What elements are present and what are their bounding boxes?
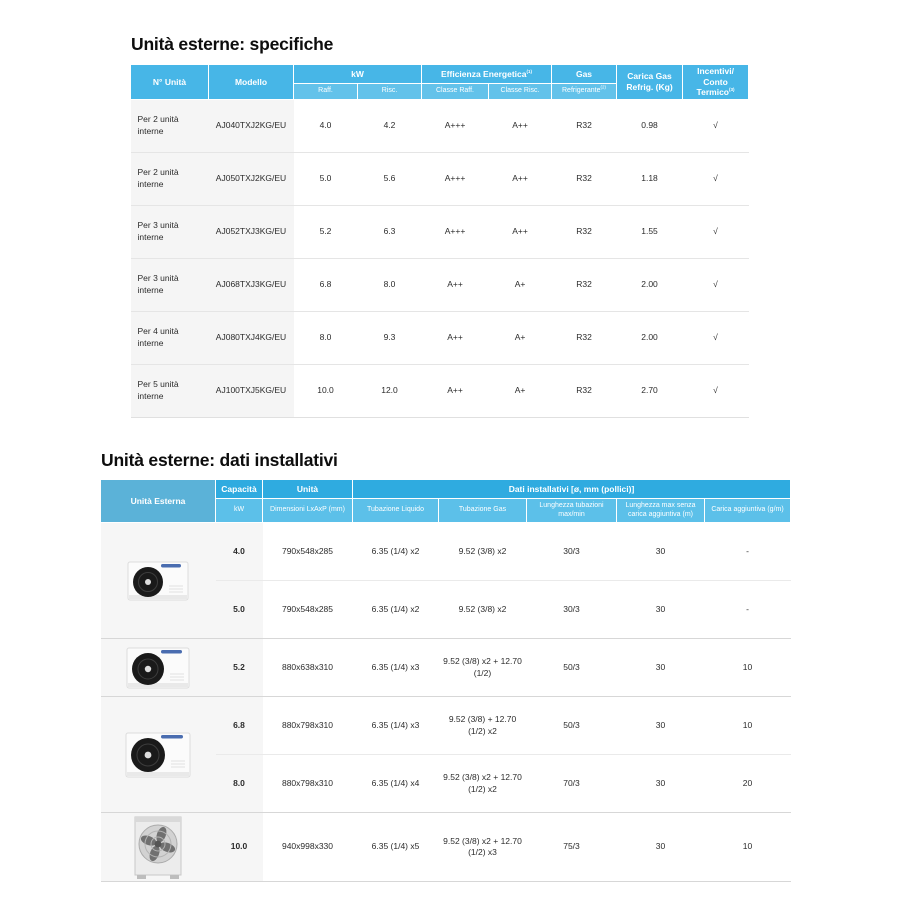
cell-capacita: 5.0 [216,581,263,639]
cell-dimensioni: 940x998x330 [263,813,353,882]
cell-lunghezza-tubazioni: 70/3 [527,755,617,813]
cell-incentivi-check: √ [683,152,749,205]
header-kw: kW [294,65,422,84]
subheader-carica-aggiuntiva: Carica aggiuntiva (g/m) [705,499,791,523]
header-gas: Gas [552,65,617,84]
cell-gas: R32 [552,152,617,205]
header-incentivi: Incentivi/ Conto Termico$^{(3)}$ [683,65,749,100]
cell-carica-aggiuntiva: 10 [705,813,791,882]
cell-modello: AJ080TXJ4KG/EU [209,311,294,364]
outdoor-unit-image-medium [101,639,216,697]
header-efficienza: Efficienza Energetica$^{(1)}$ [422,65,552,84]
cell-carica-aggiuntiva: - [746,545,749,556]
table-row [131,311,749,364]
cell-carica: 1.55 [617,205,683,258]
cell-lunghezza-tubazioni: 30/3 [563,545,580,556]
cell-dimensioni: 790x548x285 [281,545,334,556]
header-unita: Unità [263,480,353,499]
cell-classe-raff: A++ [422,311,489,364]
cell-tubazione-liquido: 6.35 (1/4) x2 [353,581,439,639]
cell-modello: AJ050TXJ2KG/EU [209,152,294,205]
cell-classe-raff: A+++ [422,152,489,205]
cell-n-unita: Per 2 unità interne [131,152,209,205]
subheader-lunghezza-tubazioni: Lunghezza tubazioni max/min [527,499,617,523]
cell-dimensioni: 880x638x310 [263,639,353,697]
cell-lunghezza-tubazioni: 75/3 [527,813,617,882]
dati-installativi-table [100,479,791,882]
cell-tubazione-liquido: 6.35 (1/4) x3 [353,639,439,697]
cell-raff: 8.0 [294,311,358,364]
cell-lunghezza-tubazioni: 30/3 [527,581,617,639]
cell-risc: 9.3 [358,311,422,364]
cell-lunghezza-max: 30 [617,581,705,639]
cell-risc: 5.6 [358,152,422,205]
cell-gas: R32 [552,258,617,311]
cell-n-unita: Per 5 unità interne [131,364,209,417]
outdoor-unit-image-large [101,813,216,882]
table-row [101,813,791,882]
table-row [131,364,749,417]
cell-capacita: 10.0 [216,813,263,882]
header-modello: Modello [209,65,294,100]
cell-capacita: 4.0 [216,523,263,581]
table-row [131,258,749,311]
header-carica-gas: Carica Gas Refrig. (Kg) [617,65,683,100]
cell-n-unita: Per 2 unità interne [131,99,209,152]
cell-carica-aggiuntiva: - [705,581,791,639]
table-row [131,205,749,258]
subheader-kw: kW [216,499,263,523]
cell-gas: R32 [576,120,592,131]
cell-n-unita: Per 3 unità interne [131,205,209,258]
header-capacita: Capacità [216,480,263,499]
cell-dimensioni: 790x548x285 [263,581,353,639]
subheader-lunghezza-max: Lunghezza max senza carica aggiuntiva (m) [617,499,705,523]
cell-incentivi-check: √ [683,205,749,258]
specifiche-table [130,64,749,418]
cell-tubazione-gas: 9.52 (3/8) + 12.70 (1/2) x2 [439,697,527,755]
cell-capacita: 8.0 [216,755,263,813]
outdoor-unit-image-medium [101,697,216,813]
cell-tubazione-liquido: 6.35 (1/4) x4 [353,755,439,813]
cell-classe-risc: A++ [489,152,552,205]
cell-modello: AJ100TXJ5KG/EU [209,364,294,417]
cell-carica: 1.18 [617,152,683,205]
cell-lunghezza-max: 30 [617,697,705,755]
cell-tubazione-gas: 9.52 (3/8) x2 + 12.70 (1/2) x2 [439,755,527,813]
section2-title: Unità esterne: dati installativi [101,450,338,470]
cell-classe-raff: A++ [422,364,489,417]
cell-tubazione-gas: 9.52 (3/8) x2 + 12.70 (1/2) x3 [439,813,527,882]
cell-tubazione-gas: 9.52 (3/8) x2 [439,581,527,639]
cell-raff: 5.2 [294,205,358,258]
cell-lunghezza-tubazioni: 50/3 [527,639,617,697]
cell-carica: 2.00 [617,311,683,364]
cell-capacita: 5.2 [216,639,263,697]
subheader-classe-raff: Classe Raff. [422,84,489,99]
subheader-risc: Risc. [358,84,422,99]
cell-classe-raff: A++ [422,258,489,311]
cell-risc: 12.0 [358,364,422,417]
cell-carica-aggiuntiva: 10 [705,697,791,755]
cell-classe-raff: A+++ [422,205,489,258]
cell-lunghezza-max: 30 [617,639,705,697]
header-n-unita: N° Unità [131,65,209,100]
cell-raff: 6.8 [294,258,358,311]
cell-carica-aggiuntiva: 20 [705,755,791,813]
cell-risc: 4.2 [383,120,396,131]
cell-classe-raff: A+++ [444,120,466,131]
table-row [101,639,791,697]
cell-dimensioni: 880x798x310 [263,755,353,813]
subheader-refrigerante: Refrigerante$^{(2)}$ [552,84,617,99]
cell-risc: 8.0 [358,258,422,311]
cell-n-unita: Per 3 unità interne [131,258,209,311]
outdoor-unit-image-small [101,523,216,639]
table-row [101,523,791,581]
subheader-tubazione-liquido: Tubazione Liquido [353,499,439,523]
cell-capacita: 6.8 [216,697,263,755]
cell-modello: AJ040TXJ2KG/EU [209,99,294,152]
cell-raff: 10.0 [294,364,358,417]
cell-lunghezza-tubazioni: 50/3 [527,697,617,755]
cell-classe-risc: A+ [489,364,552,417]
table-row [101,697,791,755]
cell-incentivi-check: √ [683,364,749,417]
cell-carica: 0.98 [641,120,658,131]
cell-n-unita: Per 4 unità interne [131,311,209,364]
header-dati-installativi: Dati installativi [ø, mm (pollici)] [353,480,791,499]
cell-classe-risc: A+ [489,258,552,311]
cell-lunghezza-max: 30 [655,545,666,556]
cell-tubazione-liquido: 6.35 (1/4) x3 [353,697,439,755]
subheader-tubazione-gas: Tubazione Gas [439,499,527,523]
table-row [131,99,749,152]
cell-modello: AJ052TXJ3KG/EU [209,205,294,258]
cell-lunghezza-max: 30 [617,813,705,882]
cell-incentivi-check: √ [683,311,749,364]
subheader-classe-risc: Classe Risc. [489,84,552,99]
cell-lunghezza-max: 30 [617,755,705,813]
cell-tubazione-gas: 9.52 (3/8) x2 + 12.70 (1/2) [439,639,527,697]
cell-raff: 4.0 [319,120,332,131]
cell-modello: AJ068TXJ3KG/EU [209,258,294,311]
header-unita-esterna: Unità Esterna [101,480,216,523]
section1-title: Unità esterne: specifiche [131,34,334,54]
cell-classe-risc: A++ [489,205,552,258]
cell-carica: 2.70 [617,364,683,417]
cell-tubazione-liquido: 6.35 (1/4) x2 [371,545,420,556]
cell-gas: R32 [552,205,617,258]
cell-incentivi-check: √ [713,120,718,131]
cell-gas: R32 [552,311,617,364]
subheader-raff: Raff. [294,84,358,99]
cell-carica-aggiuntiva: 10 [705,639,791,697]
cell-carica: 2.00 [617,258,683,311]
cell-risc: 6.3 [358,205,422,258]
subheader-dimensioni: Dimensioni LxAxP (mm) [263,499,353,523]
table-row [131,152,749,205]
cell-classe-risc: A++ [512,120,528,131]
cell-raff: 5.0 [294,152,358,205]
cell-tubazione-liquido: 6.35 (1/4) x5 [353,813,439,882]
cell-classe-risc: A+ [489,311,552,364]
cell-incentivi-check: √ [683,258,749,311]
cell-gas: R32 [552,364,617,417]
cell-dimensioni: 880x798x310 [263,697,353,755]
cell-tubazione-gas: 9.52 (3/8) x2 [458,545,507,556]
